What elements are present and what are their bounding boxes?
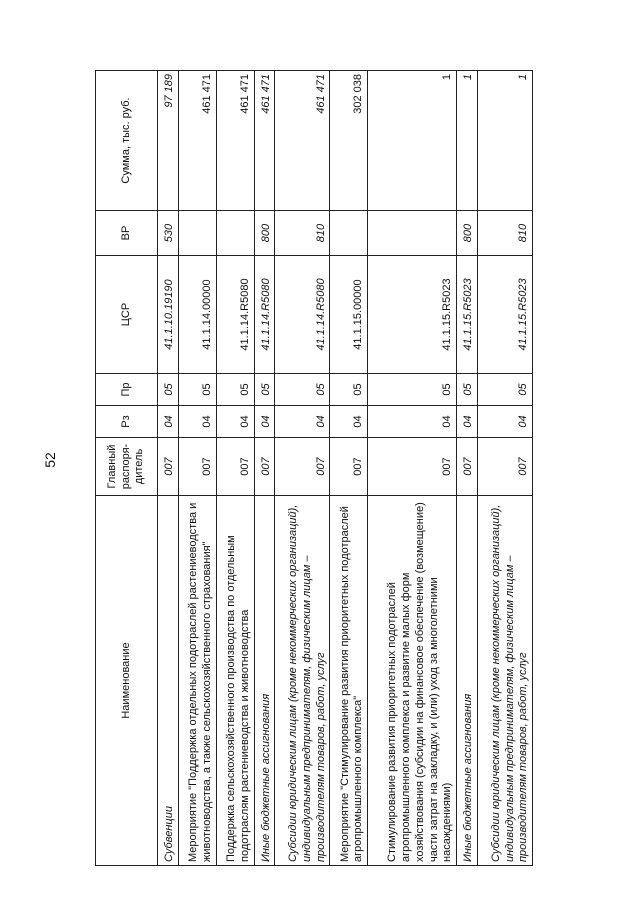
cell-vr: 810 xyxy=(477,211,532,256)
header-pr: Пр xyxy=(96,374,158,406)
cell-gr: 007 xyxy=(368,438,457,496)
cell-sum: 461 471 xyxy=(275,71,330,211)
cell-sum: 461 471 xyxy=(254,71,275,211)
cell-gr: 007 xyxy=(477,438,532,496)
cell-name: Субсидии юридическим лицам (кроме некоммерческих организаций), индивидуальным предпринимателям, физическим лицам – производителям товаров, работ, услуг xyxy=(477,496,532,866)
cell-name: Субвенции xyxy=(158,496,179,866)
cell-sum: 1 xyxy=(368,71,457,211)
cell-pr: 05 xyxy=(216,374,254,406)
cell-name: Стимулирование развития приоритетных подотраслей агропромышленного комплекса и развитие малых форм хозяйствования (субсидии на финансовое обеспечение (возмещение) части затрат на закладку, и (или) уход за многолетними насаждениями) xyxy=(368,496,457,866)
cell-pr: 05 xyxy=(178,374,216,406)
cell-pr: 05 xyxy=(477,374,532,406)
cell-gr: 007 xyxy=(158,438,179,496)
cell-sum: 1 xyxy=(477,71,532,211)
cell-name: Поддержка сельскохозяйственного производства по отдельным подотраслям растениеводства и животноводства xyxy=(216,496,254,866)
header-rz: Рз xyxy=(96,406,158,438)
cell-gr: 007 xyxy=(457,438,478,496)
cell-csr: 41.1.14.00000 xyxy=(178,256,216,374)
header-gr: Главный распоря-дитель xyxy=(96,438,158,496)
cell-vr xyxy=(216,211,254,256)
table-row xyxy=(158,71,179,866)
cell-rz: 04 xyxy=(254,406,275,438)
cell-gr: 007 xyxy=(216,438,254,496)
cell-sum: 97 189 xyxy=(158,71,179,211)
cell-vr: 810 xyxy=(275,211,330,256)
table-row xyxy=(477,71,532,866)
budget-table xyxy=(95,70,533,866)
cell-gr: 007 xyxy=(254,438,275,496)
cell-pr: 05 xyxy=(254,374,275,406)
cell-rz: 04 xyxy=(178,406,216,438)
cell-name: Иные бюджетные ассигнования xyxy=(457,496,478,866)
cell-pr: 05 xyxy=(275,374,330,406)
cell-rz: 04 xyxy=(158,406,179,438)
cell-sum: 1 xyxy=(457,71,478,211)
header-sum: Сумма, тыс. руб. xyxy=(96,71,158,211)
cell-csr: 41.1.15.R5023 xyxy=(368,256,457,374)
cell-gr: 007 xyxy=(275,438,330,496)
cell-sum: 461 471 xyxy=(216,71,254,211)
cell-vr: 530 xyxy=(158,211,179,256)
cell-vr: 800 xyxy=(457,211,478,256)
table-row xyxy=(178,71,216,866)
cell-name: Субсидии юридическим лицам (кроме некоммерческих организаций), индивидуальным предпринимателям, физическим лицам – производителям товаров, работ, услуг xyxy=(275,496,330,866)
cell-vr xyxy=(178,211,216,256)
table-header-row xyxy=(96,71,158,866)
header-name: Наименование xyxy=(96,496,158,866)
cell-vr xyxy=(330,211,368,256)
header-csr: ЦСР xyxy=(96,256,158,374)
cell-csr: 41.1.15.R5023 xyxy=(477,256,532,374)
page-number: 52 xyxy=(42,452,58,468)
cell-pr: 05 xyxy=(457,374,478,406)
cell-csr: 41.1.15.R5023 xyxy=(457,256,478,374)
cell-rz: 04 xyxy=(477,406,532,438)
table-row xyxy=(368,71,457,866)
table-row xyxy=(254,71,275,866)
cell-csr: 41.1.15.00000 xyxy=(330,256,368,374)
cell-name: Иные бюджетные ассигнования xyxy=(254,496,275,866)
cell-pr: 05 xyxy=(368,374,457,406)
cell-vr: 800 xyxy=(254,211,275,256)
cell-gr: 007 xyxy=(178,438,216,496)
cell-sum: 302 038 xyxy=(330,71,368,211)
table-row xyxy=(457,71,478,866)
table-row xyxy=(330,71,368,866)
cell-pr: 05 xyxy=(330,374,368,406)
cell-csr: 41.1.14.R5080 xyxy=(275,256,330,374)
cell-vr xyxy=(368,211,457,256)
cell-csr: 41.1.10.19190 xyxy=(158,256,179,374)
budget-table-container xyxy=(95,71,533,866)
cell-rz: 04 xyxy=(457,406,478,438)
cell-pr: 05 xyxy=(158,374,179,406)
cell-rz: 04 xyxy=(368,406,457,438)
cell-name: Мероприятие "Поддержка отдельных подотраслей растениеводства и животноводства, а также сельскохозяйственного страхования" xyxy=(178,496,216,866)
table-row xyxy=(216,71,254,866)
cell-sum: 461 471 xyxy=(178,71,216,211)
cell-csr: 41.1.14.R5080 xyxy=(216,256,254,374)
cell-rz: 04 xyxy=(275,406,330,438)
cell-name: Мероприятие "Стимулирование развития приоритетных подотраслей агропромышленного комплекса" xyxy=(330,496,368,866)
cell-rz: 04 xyxy=(330,406,368,438)
table-row xyxy=(275,71,330,866)
cell-gr: 007 xyxy=(330,438,368,496)
cell-csr: 41.1.14.R5080 xyxy=(254,256,275,374)
header-vr: ВР xyxy=(96,211,158,256)
cell-rz: 04 xyxy=(216,406,254,438)
